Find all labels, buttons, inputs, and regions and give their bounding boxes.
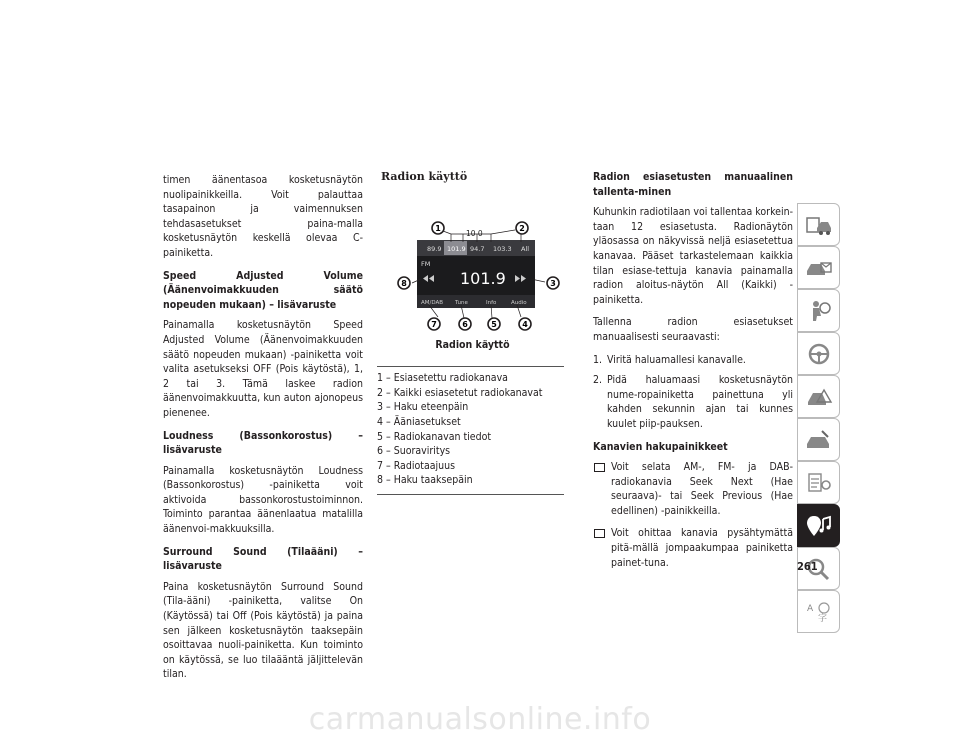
tab-emergency[interactable]	[797, 375, 840, 418]
step-text: Pidä haluamaasi kosketusnäytön nume-ropainiketta painettuna yli kahden sekunnin ajan tai kunnes kuulet piip-pauksen.	[607, 374, 793, 430]
top-frequency: 10 0	[466, 228, 483, 238]
radio-screen-illustration	[381, 195, 564, 335]
step-number: 1.	[593, 353, 603, 366]
paragraph: timen äänentasoa kosketusnäytön nuolipainikkeilla. Voit palauttaa tasapainon ja vaimennuksen tehdasasetukset paina-malla kosketusnäytön keskellä olevaa C-painiketta.	[163, 174, 363, 259]
step-text: Viritä haluamallesi kanavalle.	[607, 353, 746, 366]
middle-column	[377, 170, 564, 495]
list-item	[593, 460, 793, 518]
callout-3-label: 3	[550, 278, 556, 288]
airbag-icon	[804, 298, 834, 324]
preset-1: 89.9	[427, 244, 442, 253]
tab-multimedia[interactable]	[797, 504, 840, 547]
legend-item: 4 – Ääniasetukset	[377, 415, 461, 428]
tab-specifications[interactable]	[797, 461, 840, 504]
bullet-text: Voit ohittaa kanavia pysähtymättä pitä-mällä jompaakumpaa painiketta painet-tuna.	[611, 527, 793, 569]
bullet-text: Voit selata AM-, FM- ja DAB-radiokanavia Seek Next (Hae seuraava)- tai Seek Previous (Hae edellinen) -painikkeilla.	[611, 461, 793, 517]
legend-item: 3 – Haku eteenpäin	[377, 401, 469, 414]
legend-item: 8 – Haku taaksepäin	[377, 474, 473, 487]
figure-legend	[377, 366, 564, 495]
list-item	[593, 526, 793, 570]
tab-airbag[interactable]	[797, 289, 840, 332]
callout-7-label: 7	[431, 319, 437, 329]
section-title: Radion käyttö	[381, 170, 468, 183]
callout-6-label: 6	[462, 319, 468, 329]
service-car-icon	[804, 427, 834, 453]
legend-item: 1 – Esiasetettu radiokanava	[377, 372, 508, 385]
legend-item: 6 – Suoraviritys	[377, 445, 451, 458]
section-heading: Surround Sound (Tilaääni) – lisävaruste	[163, 545, 363, 573]
steering-wheel-icon	[804, 341, 834, 367]
paragraph: Painamalla kosketusnäytön Loudness (Bassonkorostus) -painiketta voit aktivoida bassonkorostustoiminnon. Toiminto parantaa äänenlaatua matalilla äänenvoi-makkuuksilla.	[163, 464, 363, 536]
tune-button: Tune	[455, 299, 468, 306]
tab-warning-lights[interactable]	[797, 246, 840, 289]
svg-text:字: 字	[817, 613, 827, 624]
info-button: Info	[486, 299, 497, 306]
page-number: 261	[797, 560, 818, 573]
warning-lights-icon	[804, 255, 834, 281]
paragraph: Paina kosketusnäytön Surround Sound (Tila-ääni) -painiketta, valitse On (Käytössä) tai Off (Pois käytöstä) ja paina sen jälkeen kosketusnäytön taaksepäin osoittavaa nuoli-painiketta. Kun toiminto on käytössä, se luo tilaääntä jäljittelevän tilan.	[163, 580, 363, 681]
frequency-display: 101.9	[460, 268, 506, 288]
emergency-icon	[804, 384, 834, 410]
multimedia-icon	[804, 513, 834, 539]
legend-item: 2 – Kaikki esiasetetut radiokanavat	[377, 386, 543, 399]
bullet-box-icon	[594, 529, 605, 538]
legend-item: 7 – Radiotaajuus	[377, 459, 456, 472]
left-column	[163, 173, 363, 690]
paragraph: Kuhunkin radiotilaan voi tallentaa korkein-taan 12 esiasetusta. Radionäytön yläosassa on näkyvissä neljä esiasetettua kanavaa. Pääset tarkastelemaan kaikkia tilan esiase-tettuja kanavia painamalla radion aloitus-näytön All (Kaikki) -painiketta.	[593, 206, 793, 306]
car-info-icon	[804, 212, 834, 238]
paragraph: Tallenna radion esiasetukset manuaalisesti seuraavasti:	[593, 316, 793, 343]
figure-caption: Radion käyttö	[435, 338, 510, 351]
tab-car-info[interactable]	[797, 203, 840, 246]
callout-4-label: 4	[522, 319, 528, 329]
preset-2: 101.9	[447, 244, 466, 253]
legend-item: 5 – Radiokanavan tiedot	[377, 430, 492, 443]
callout-1-label: 1	[435, 223, 441, 233]
languages-icon	[804, 599, 834, 625]
tab-languages[interactable]	[797, 590, 840, 633]
section-heading: Loudness (Bassonkorostus) – lisävaruste	[163, 429, 363, 457]
specifications-icon	[804, 470, 834, 496]
all-presets-button: All	[521, 244, 530, 253]
svg-text:A: A	[806, 603, 813, 614]
steps-list	[593, 353, 793, 432]
radio-figure	[381, 195, 564, 335]
watermark: carmanualsonline.info	[308, 702, 652, 737]
audio-button: Audio	[511, 299, 527, 306]
am-dab-button: AM/DAB	[421, 299, 444, 306]
tab-service[interactable]	[797, 418, 840, 461]
callout-5-label: 5	[491, 319, 497, 329]
list-item	[593, 353, 793, 368]
tab-steering-wheel[interactable]	[797, 332, 840, 375]
list-item	[593, 373, 793, 431]
callout-8-label: 8	[401, 278, 407, 288]
step-number: 2.	[593, 374, 603, 387]
preset-4: 103.3	[493, 244, 512, 253]
section-heading: Speed Adjusted Volume (Äänenvoimakkuuden säätö nopeuden mukaan) – lisävaruste	[163, 269, 363, 311]
paragraph: Painamalla kosketusnäytön Speed Adjusted Volume (Äänenvoimakkuuden säätö nopeuden mukaan) -painiketta voit valita asetukseksi OFF (Pois käytöstä), 1, 2 tai 3. Tämä laskee radion äänenvoimakkuutta, kun auton ajonopeus pienenee.	[163, 319, 363, 419]
callout-2-label: 2	[519, 223, 525, 233]
section-heading: Kanavien hakupainikkeet	[593, 440, 728, 453]
right-column	[593, 170, 793, 578]
bullet-box-icon	[594, 463, 605, 472]
preset-3: 94.7	[470, 244, 485, 253]
section-heading: Radion esiasetusten manuaalinen tallenta-minen	[593, 171, 793, 198]
band-label: FM	[421, 259, 431, 268]
